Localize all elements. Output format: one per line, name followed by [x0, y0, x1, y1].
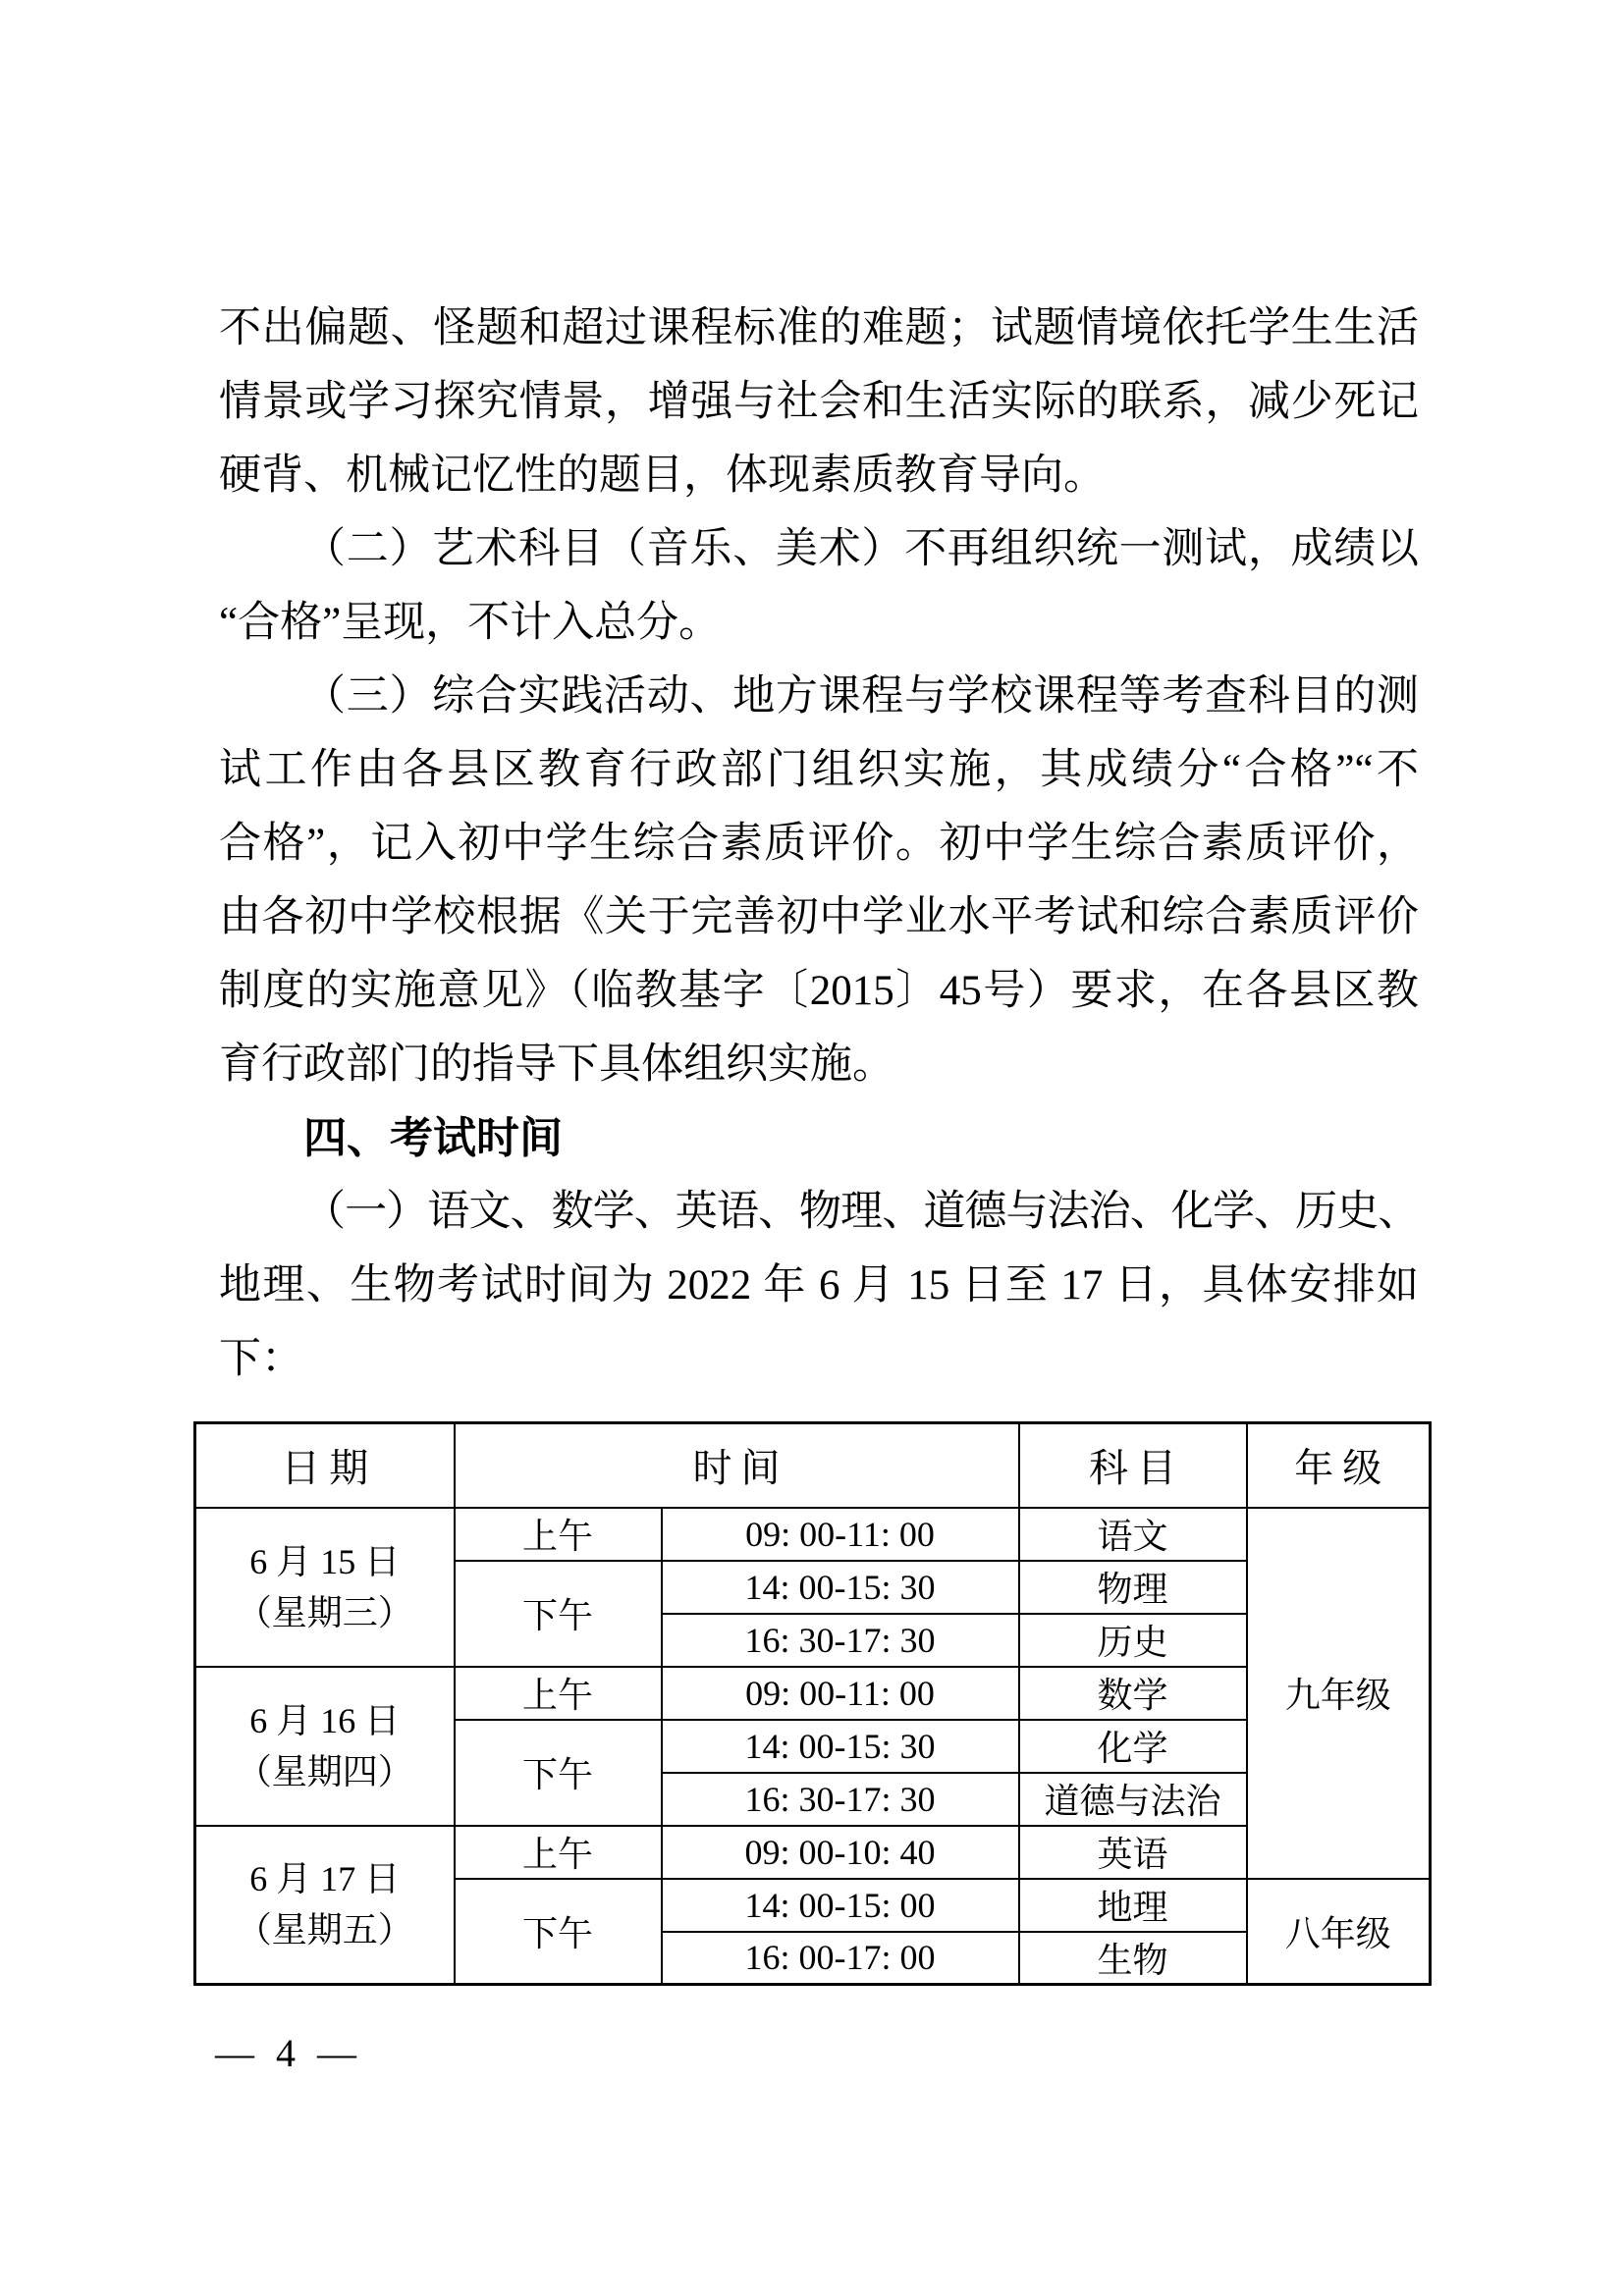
time-cell: 14: 00-15: 30: [662, 1561, 1019, 1614]
document-line: 硬背、机械记忆性的题目，体现素质教育导向。: [219, 453, 1106, 499]
table-header-row: [195, 1423, 1431, 1508]
session-cell: 下午: [455, 1879, 662, 1985]
time-cell: 14: 00-15: 00: [662, 1879, 1019, 1932]
document-line: 下：: [219, 1336, 303, 1382]
date-line: 6 月 16 日: [249, 1700, 401, 1740]
time-cell: 09: 00-11: 00: [662, 1508, 1019, 1561]
date-cell-jun17: [195, 1826, 455, 1985]
header-time: 时间: [455, 1423, 1019, 1508]
weekday-line: （星期三）: [236, 1592, 413, 1632]
grade-cell-grade8: 八年级: [1247, 1879, 1431, 1985]
header-date: 日期: [195, 1423, 455, 1508]
document-line: （三）综合实践活动、地方课程与学校课程等考查科目的测: [303, 673, 1419, 720]
subject-cell: 语文: [1019, 1508, 1247, 1561]
header-grade: 年级: [1247, 1423, 1431, 1508]
time-cell: 14: 00-15: 30: [662, 1720, 1019, 1773]
weekday-line: （星期五）: [236, 1910, 413, 1950]
document-line: 合格”，记入初中学生综合素质评价。初中学生综合素质评价，: [219, 821, 1419, 867]
time-cell: 16: 00-17: 00: [662, 1932, 1019, 1985]
session-cell: 下午: [455, 1561, 662, 1667]
time-cell: 09: 00-10: 40: [662, 1826, 1019, 1879]
document-line: “合格”呈现，不计入总分。: [219, 600, 722, 646]
document-line: 不出偏题、怪题和超过课程标准的难题；试题情境依托学生生活: [219, 305, 1419, 351]
document-line: 制度的实施意见》（临教基字〔2015〕45号）要求，在各县区教: [219, 968, 1419, 1014]
subject-cell: 历史: [1019, 1614, 1247, 1667]
table-row: [195, 1667, 1431, 1720]
subject-cell: 数学: [1019, 1667, 1247, 1720]
date-line: 6 月 15 日: [249, 1541, 401, 1581]
session-cell: 下午: [455, 1720, 662, 1826]
time-cell: 16: 30-17: 30: [662, 1773, 1019, 1826]
subject-cell: 地理: [1019, 1879, 1247, 1932]
subject-cell: 生物: [1019, 1932, 1247, 1985]
page-number: — 4 —: [215, 2031, 362, 2075]
document-body: [219, 292, 1419, 1396]
table-row: [195, 1826, 1431, 1879]
exam-schedule-table: [193, 1421, 1432, 1986]
session-cell: 上午: [455, 1667, 662, 1720]
document-line: 试工作由各县区教育行政部门组织实施，其成绩分“合格”“不: [219, 747, 1419, 793]
session-cell: 上午: [455, 1826, 662, 1879]
subject-cell: 物理: [1019, 1561, 1247, 1614]
subject-cell: 道德与法治: [1019, 1773, 1247, 1826]
document-line: （二）艺术科目（音乐、美术）不再组织统一测试，成绩以: [303, 526, 1419, 572]
subject-cell: 化学: [1019, 1720, 1247, 1773]
date-cell-jun15: [195, 1508, 455, 1667]
section-heading-exam-time: 四、考试时间: [303, 1114, 563, 1162]
document-line: 地理、生物考试时间为 2022 年 6 月 15 日至 17 日，具体安排如: [219, 1262, 1419, 1308]
document-line: 情景或学习探究情景，增强与社会和生活实际的联系，减少死记: [219, 379, 1419, 425]
header-subject: 科目: [1019, 1423, 1247, 1508]
time-cell: 09: 00-11: 00: [662, 1667, 1019, 1720]
document-line: 育行政部门的指导下具体组织实施。: [219, 1041, 894, 1088]
session-cell: 上午: [455, 1508, 662, 1561]
time-cell: 16: 30-17: 30: [662, 1614, 1019, 1667]
subject-cell: 英语: [1019, 1826, 1247, 1879]
date-cell-jun16: [195, 1667, 455, 1826]
document-line: 由各初中学校根据《关于完善初中学业水平考试和综合素质评价: [219, 894, 1419, 940]
grade-cell-grade9: 九年级: [1247, 1508, 1431, 1879]
date-line: 6 月 17 日: [249, 1859, 401, 1899]
document-line: （一）语文、数学、英语、物理、道德与法治、化学、历史、: [303, 1189, 1419, 1235]
weekday-line: （星期四）: [236, 1751, 413, 1791]
table-row: [195, 1508, 1431, 1561]
